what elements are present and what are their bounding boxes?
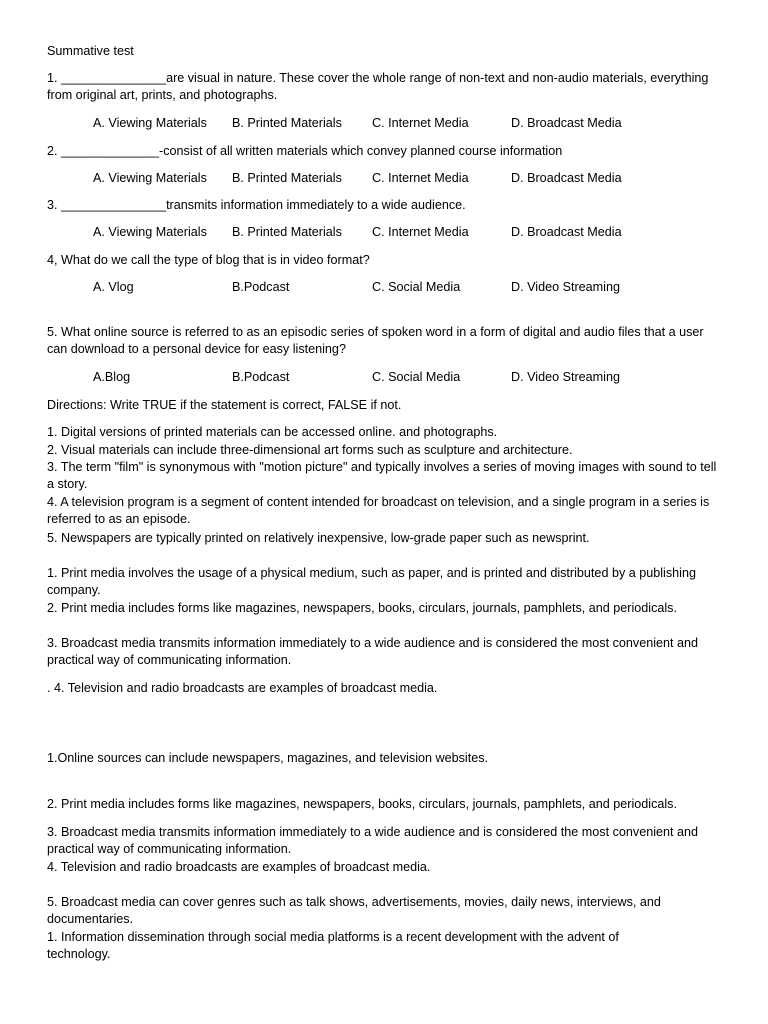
q4-option-b: B.Podcast — [232, 280, 290, 294]
statement: 1. Digital versions of printed materials can be accessed online. and photographs. — [47, 425, 498, 439]
q2-option-d: D. Broadcast Media — [511, 171, 622, 185]
statement: . 4. Television and radio broadcasts are examples of broadcast media. — [47, 681, 438, 695]
q5-option-b: B.Podcast — [232, 370, 290, 384]
question-2-options — [47, 170, 727, 188]
statement: 5. Newspapers are typically printed on relatively inexpensive, low-grade paper such as newsprint. — [47, 531, 590, 545]
q3-option-a: A. Viewing Materials — [93, 225, 207, 239]
q2-option-a: A. Viewing Materials — [93, 171, 207, 185]
statement: 4. A television program is a segment of content intended for broadcast on television, and a single program in a series is referred to as an episode. — [47, 495, 710, 527]
q1-option-a: A. Viewing Materials — [93, 116, 207, 130]
statement: 1. Print media involves the usage of a physical medium, such as paper, and is printed and distributed by a publishing company. — [47, 566, 696, 598]
page-title: Summative test — [47, 44, 134, 58]
statement: 2. Print media includes forms like magazines, newspapers, books, circulars, journals, pamphlets, and periodicals. — [47, 601, 677, 615]
q5-option-c: C. Social Media — [372, 370, 461, 384]
statement: 1. Information dissemination through social media platforms is a recent development with the advent of technology. — [47, 930, 619, 962]
q5-option-d: D. Video Streaming — [511, 370, 620, 384]
directions: Directions: Write TRUE if the statement is correct, FALSE if not. — [47, 398, 402, 412]
statement: 5. Broadcast media can cover genres such as talk shows, advertisements, movies, daily news, interviews, and documentaries. — [47, 895, 661, 927]
q3-option-c: C. Internet Media — [372, 225, 469, 239]
q1-option-c: C. Internet Media — [372, 116, 469, 130]
question-1: 1. _______________are visual in nature. These cover the whole range of non-text and non-audio materials, everything from original art, prints, and photographs. — [47, 71, 709, 103]
statement: 2. Visual materials can include three-dimensional art forms such as sculpture and architecture. — [47, 443, 573, 457]
q3-option-b: B. Printed Materials — [232, 225, 342, 239]
statement: 1.Online sources can include newspapers, magazines, and television websites. — [47, 751, 489, 765]
statement: 3. The term "film" is synonymous with "motion picture" and typically involves a series of moving images with sound to tell a story. — [47, 460, 717, 492]
q1-option-b: B. Printed Materials — [232, 116, 342, 130]
question-1-options — [47, 115, 727, 133]
q2-option-b: B. Printed Materials — [232, 171, 342, 185]
statement: 3. Broadcast media transmits information immediately to a wide audience and is considered the most convenient and practical way of communicating information. — [47, 825, 699, 857]
q4-option-c: C. Social Media — [372, 280, 461, 294]
question-3-options — [47, 224, 727, 242]
question-4-options — [47, 279, 727, 297]
statement: 3. Broadcast media transmits information immediately to a wide audience and is considered the most convenient and practical way of communicating information. — [47, 636, 699, 668]
q3-option-d: D. Broadcast Media — [511, 225, 622, 239]
question-5-options — [47, 369, 727, 387]
statement: 2. Print media includes forms like magazines, newspapers, books, circulars, journals, pamphlets, and periodicals. — [47, 797, 677, 811]
statement: 4. Television and radio broadcasts are examples of broadcast media. — [47, 860, 431, 874]
q1-option-d: D. Broadcast Media — [511, 116, 622, 130]
question-5: 5. What online source is referred to as an episodic series of spoken word in a form of digital and audio files that a user can download to a personal device for easy listening? — [47, 325, 704, 357]
question-3: 3. _______________transmits information immediately to a wide audience. — [47, 198, 466, 212]
q4-option-d: D. Video Streaming — [511, 280, 620, 294]
question-4: 4, What do we call the type of blog that is in video format? — [47, 253, 370, 267]
q2-option-c: C. Internet Media — [372, 171, 469, 185]
q4-option-a: A. Vlog — [93, 280, 134, 294]
question-2: 2. ______________-consist of all written materials which convey planned course information — [47, 144, 563, 158]
q5-option-a: A.Blog — [93, 370, 131, 384]
